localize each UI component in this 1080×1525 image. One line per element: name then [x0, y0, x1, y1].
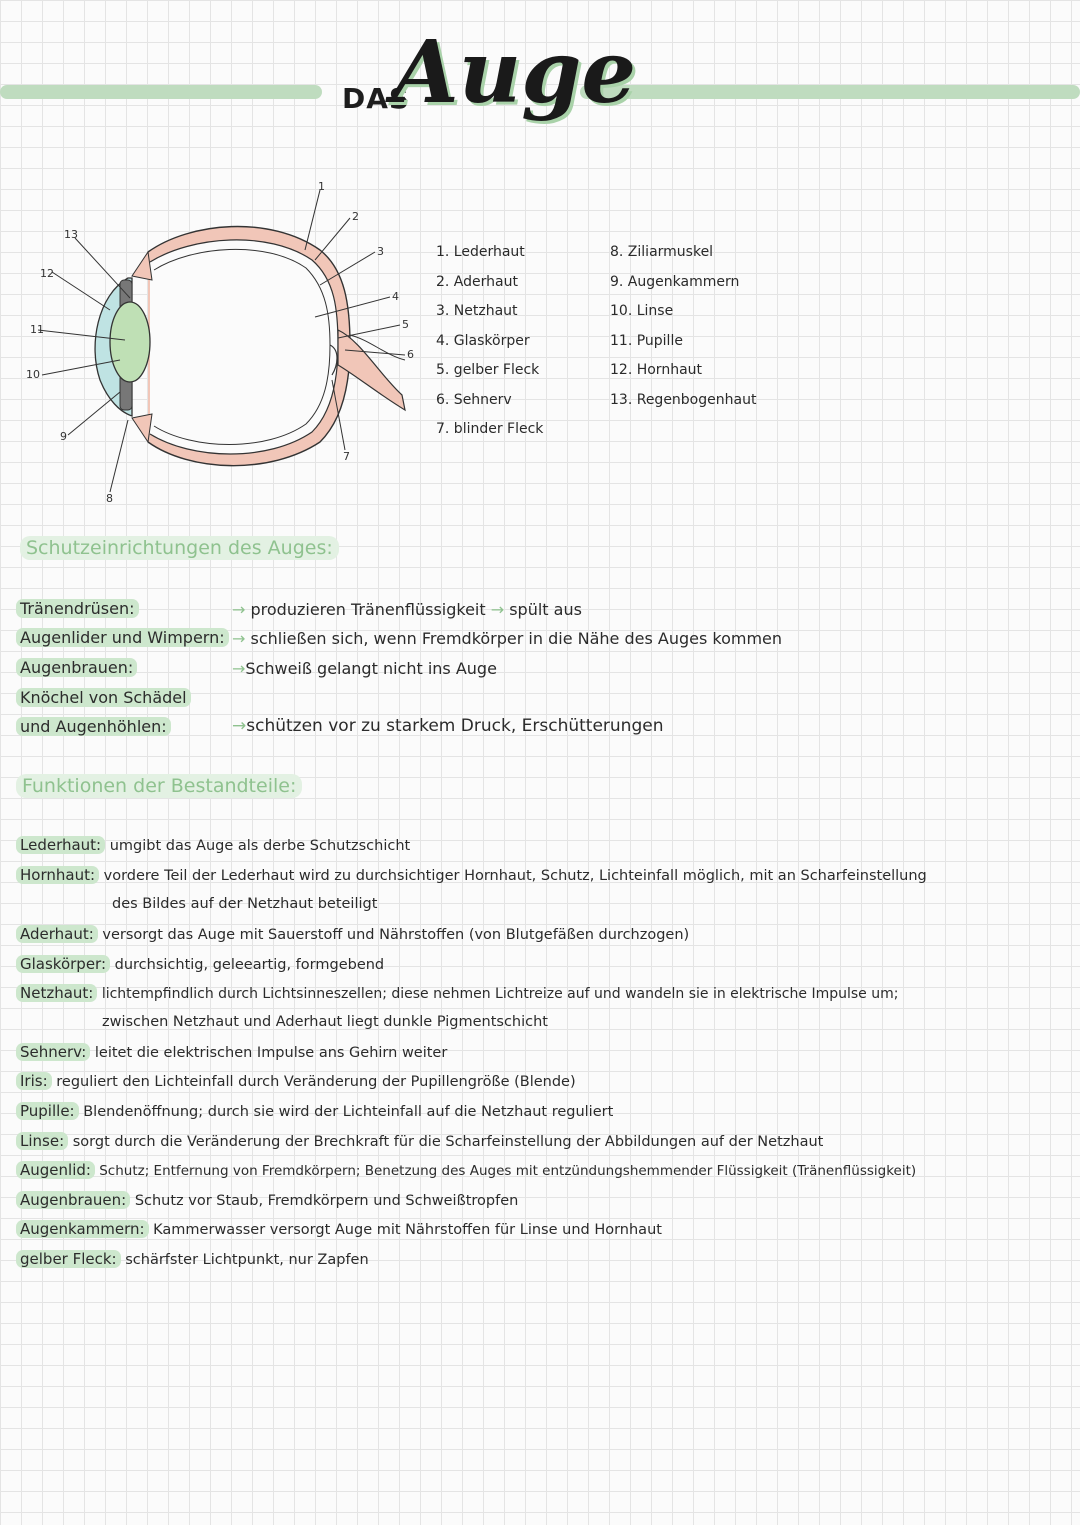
protection-label: Tränendrüsen:	[16, 599, 139, 618]
marker-9: 9	[60, 430, 67, 443]
marker-4: 4	[392, 290, 399, 303]
legend-right	[610, 238, 756, 415]
legend-item: 7. blinder Fleck	[436, 421, 544, 437]
legend-item: 13. Regenbogenhaut	[610, 391, 757, 408]
protection-heading: Schutzeinrichtungen des Auges:	[20, 536, 339, 560]
legend-item: 2. Aderhaut	[436, 273, 518, 290]
protection-text: →Schweiß gelangt nicht ins Auge	[232, 659, 497, 678]
marker-12: 12	[40, 267, 54, 280]
protection-text: →schützen vor zu starkem Druck, Erschütterungen	[232, 716, 664, 736]
protection-text: → produzieren Tränenflüssigkeit → spült aus	[232, 600, 582, 619]
title-prefix: DAS	[342, 82, 411, 115]
marker-6: 6	[407, 348, 414, 361]
legend-item: 10. Linse	[610, 303, 674, 319]
function-row: Netzhaut: lichtempfindlich durch Lichtsinneszellen; diese nehmen Lichtreize auf und wandeln sie in elektrische Impulse um;	[16, 984, 898, 1002]
page-title: Auge	[392, 22, 637, 123]
protection-label: Augenlider und Wimpern:	[16, 628, 229, 647]
legend-item: 8. Ziliarmuskel	[610, 244, 714, 260]
title-bar-right	[580, 85, 1080, 99]
function-row: Iris: reguliert den Lichteinfall durch Veränderung der Pupillengröße (Blende)	[16, 1072, 576, 1090]
eye-diagram	[20, 180, 420, 510]
protection-label: Knöchel von Schädel	[16, 688, 191, 707]
title-bar-left	[0, 85, 322, 99]
optic-nerve	[338, 330, 405, 410]
function-row: Augenbrauen: Schutz vor Staub, Fremdkörpern und Schweißtropfen	[16, 1191, 518, 1209]
legend-item: 4. Glaskörper	[436, 332, 530, 349]
marker-11: 11	[30, 323, 44, 336]
legend-item: 3. Netzhaut	[436, 303, 518, 319]
function-row: gelber Fleck: schärfster Lichtpunkt, nur Zapfen	[16, 1250, 369, 1268]
functions-heading: Funktionen der Bestandteile:	[16, 774, 302, 798]
function-row-continued: zwischen Netzhaut und Aderhaut liegt dunkle Pigmentschicht	[102, 1014, 548, 1030]
legend-item: 9. Augenkammern	[610, 273, 740, 290]
function-row: Augenkammern: Kammerwasser versorgt Auge mit Nährstoffen für Linse und Hornhaut	[16, 1220, 662, 1238]
function-row-continued: des Bildes auf der Netzhaut beteiligt	[112, 896, 378, 912]
marker-1: 1	[318, 180, 325, 193]
marker-7: 7	[343, 450, 350, 463]
legend-left	[436, 238, 543, 445]
function-row: Sehnerv: leitet die elektrischen Impulse ans Gehirn weiter	[16, 1043, 447, 1061]
legend-item: 5. gelber Fleck	[436, 362, 540, 378]
protection-text: → schließen sich, wenn Fremdkörper in die Nähe des Auges kommen	[232, 629, 783, 648]
marker-2: 2	[352, 210, 359, 223]
legend-item: 6. Sehnerv	[436, 391, 512, 408]
function-row: Augenlid: Schutz; Entfernung von Fremdkörpern; Benetzung des Auges mit entzündungshemmender Flüssigkeit (Tränenflüssigkeit)	[16, 1161, 916, 1179]
protection-label: und Augenhöhlen:	[16, 717, 171, 736]
legend-item: 1. Lederhaut	[436, 244, 525, 260]
legend-item: 11. Pupille	[610, 332, 683, 349]
marker-3: 3	[377, 245, 384, 258]
lens	[110, 302, 150, 382]
marker-10: 10	[26, 368, 40, 381]
function-row: Glaskörper: durchsichtig, geleeartig, formgebend	[16, 955, 384, 973]
protection-label: Augenbrauen:	[16, 658, 137, 677]
function-row: Linse: sorgt durch die Veränderung der Brechkraft für die Scharfeinstellung der Abbildungen auf der Netzhaut	[16, 1132, 823, 1150]
legend-item: 12. Hornhaut	[610, 362, 703, 378]
marker-8: 8	[106, 492, 113, 505]
marker-5: 5	[402, 318, 409, 331]
marker-13: 13	[64, 228, 78, 241]
function-row: Lederhaut: umgibt das Auge als derbe Schutzschicht	[16, 836, 410, 854]
function-row: Aderhaut: versorgt das Auge mit Sauerstoff und Nährstoffen (von Blutgefäßen durchzogen)	[16, 925, 689, 943]
function-row: Pupille: Blendenöffnung; durch sie wird der Lichteinfall auf die Netzhaut reguliert	[16, 1102, 613, 1120]
function-row: Hornhaut: vordere Teil der Lederhaut wird zu durchsichtiger Hornhaut, Schutz, Lichteinfall möglich, mit an Scharfeinstellung	[16, 866, 927, 884]
